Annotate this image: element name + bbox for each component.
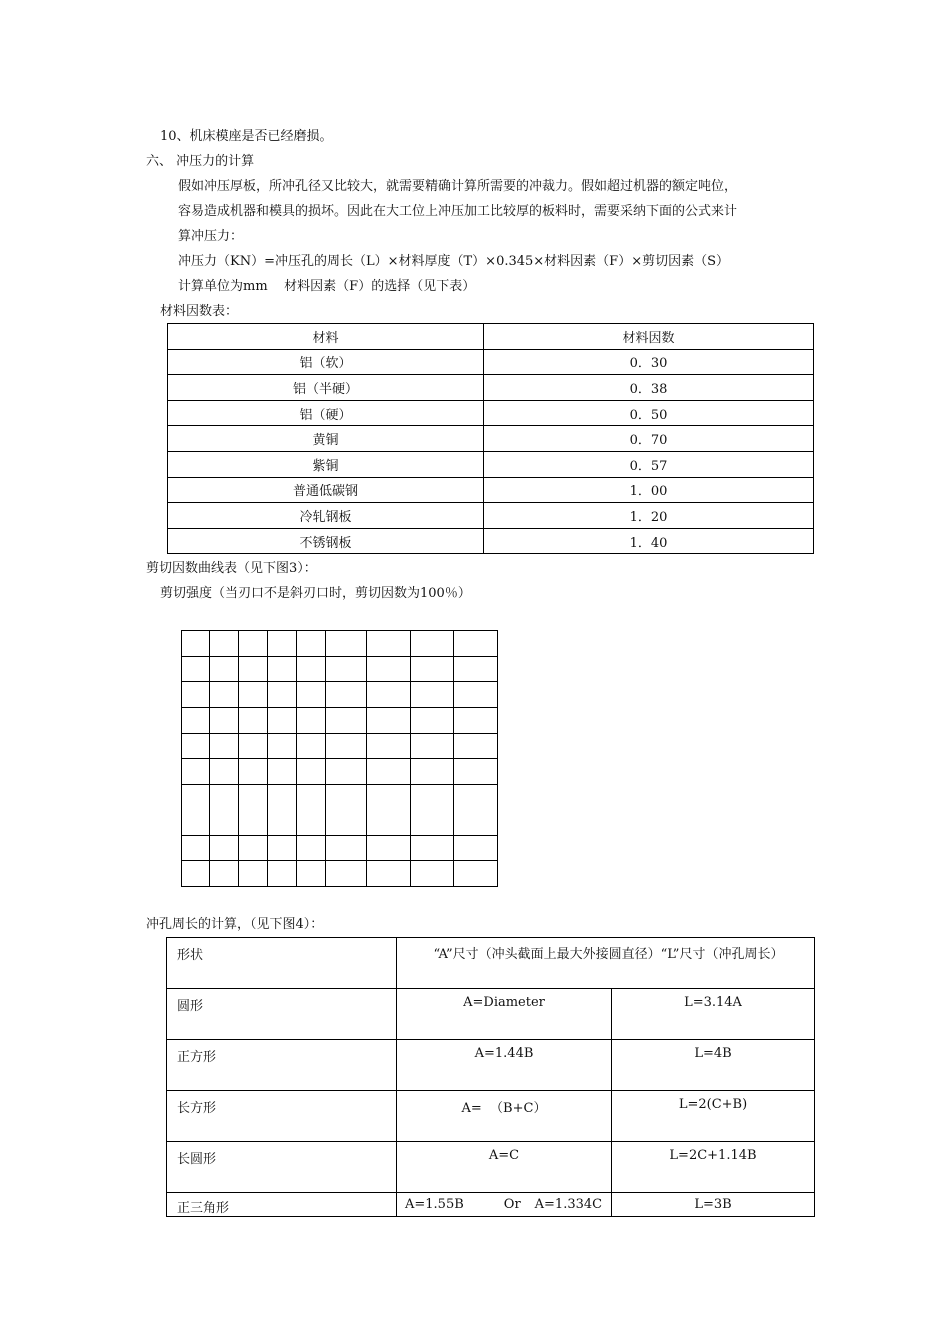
table-cell: A= （B+C） [397,1091,612,1142]
table-cell: 普通低碳钢 [168,477,484,503]
table-row [168,477,814,503]
table-cell: 长方形 [167,1091,397,1142]
grid-row [182,682,498,708]
table-cell: 黄铜 [168,426,484,452]
table-row [168,528,814,554]
table-cell: L=2C+1.14B [612,1142,815,1193]
table-cell: 0．38 [484,375,814,401]
table-cell: 铝（软） [168,349,484,375]
table-cell: 圆形 [167,989,397,1040]
grid-row [182,759,498,785]
shear-note: 剪切强度（当刃口不是斜刃口时，剪切因数为100％） [160,586,471,601]
table-cell: 铝（硬） [168,400,484,426]
table-row [168,349,814,375]
table-cell: A=C [397,1142,612,1193]
table-cell: 冷轧钢板 [168,503,484,529]
table-cell: 1．00 [484,477,814,503]
table-cell: A=1.44B [397,1040,612,1091]
table-cell [397,1193,612,1217]
table-cell: 0．50 [484,400,814,426]
table-cell: 紫铜 [168,451,484,477]
formula: 冲压力（KN）=冲压孔的周长（L）×材料厚度（T）×0.345×材料因素（F）×剪切因素（S） [178,254,729,269]
section-heading: 六、 冲压力的计算 [146,154,255,169]
formula-a1: A=1.55B [405,1197,464,1212]
grid-row [182,835,498,861]
table-caption: 材料因数表： [160,304,239,319]
table-cell: 0．70 [484,426,814,452]
paragraph-line: 假如冲压厚板，所冲孔径又比较大，就需要精确计算所需要的冲裁力。假如超过机器的额定吨位， [178,179,738,194]
table-header-cell: 材料 [168,324,484,350]
table-row [167,1142,815,1193]
table-row [168,451,814,477]
grid-row [182,733,498,759]
table-cell: 1．40 [484,528,814,554]
grid-row [182,656,498,682]
table-row [168,426,814,452]
table-cell: L=3.14A [612,989,815,1040]
grid-row [182,785,498,836]
section-caption: 冲孔周长的计算，（见下图4）： [146,917,324,932]
table-header-cell: 材料因数 [484,324,814,350]
table-cell: A=Diameter [397,989,612,1040]
table-header-cell: “A”尺寸（冲头截面上最大外接圆直径）“L”尺寸（冲孔周长） [397,938,815,989]
table-cell: 0．30 [484,349,814,375]
table-row [167,1040,815,1091]
section-caption: 剪切因数曲线表（见下图3）： [146,561,317,576]
table-cell: L=3B [612,1193,815,1217]
table-cell: 铝（半硬） [168,375,484,401]
table-cell: L=4B [612,1040,815,1091]
units-note: 计算单位为mm 材料因素（F）的选择（见下表） [178,279,476,294]
table-cell: 不锈钢板 [168,528,484,554]
table-header-cell: 形状 [167,938,397,989]
paragraph-line: 算冲压力： [178,229,244,244]
table-row [167,989,815,1040]
punch-perimeter-table [166,937,815,1217]
material-factor-table [167,323,814,554]
formula-a2: A=1.334C [534,1197,603,1212]
table-cell: 1．20 [484,503,814,529]
grid-row [182,861,498,887]
table-row [168,400,814,426]
table-cell: 正三角形 [167,1193,397,1217]
grid-row [182,708,498,734]
table-cell: 0．57 [484,451,814,477]
table-row [168,503,814,529]
table-header-row [168,324,814,350]
table-cell: 长圆形 [167,1142,397,1193]
table-header-row [167,938,815,989]
table-cell: 正方形 [167,1040,397,1091]
shear-factor-grid [181,630,498,887]
table-cell: L=2(C+B) [612,1091,815,1142]
or-text: Or [503,1197,521,1212]
table-row [167,1091,815,1142]
list-item-10: 10、机床模座是否已经磨损。 [160,129,333,144]
table-row [168,375,814,401]
grid-row [182,631,498,657]
table-row [167,1193,815,1217]
paragraph-line: 容易造成机器和模具的损坏。因此在大工位上冲压加工比较厚的板料时，需要采纳下面的公式来计 [178,204,738,219]
